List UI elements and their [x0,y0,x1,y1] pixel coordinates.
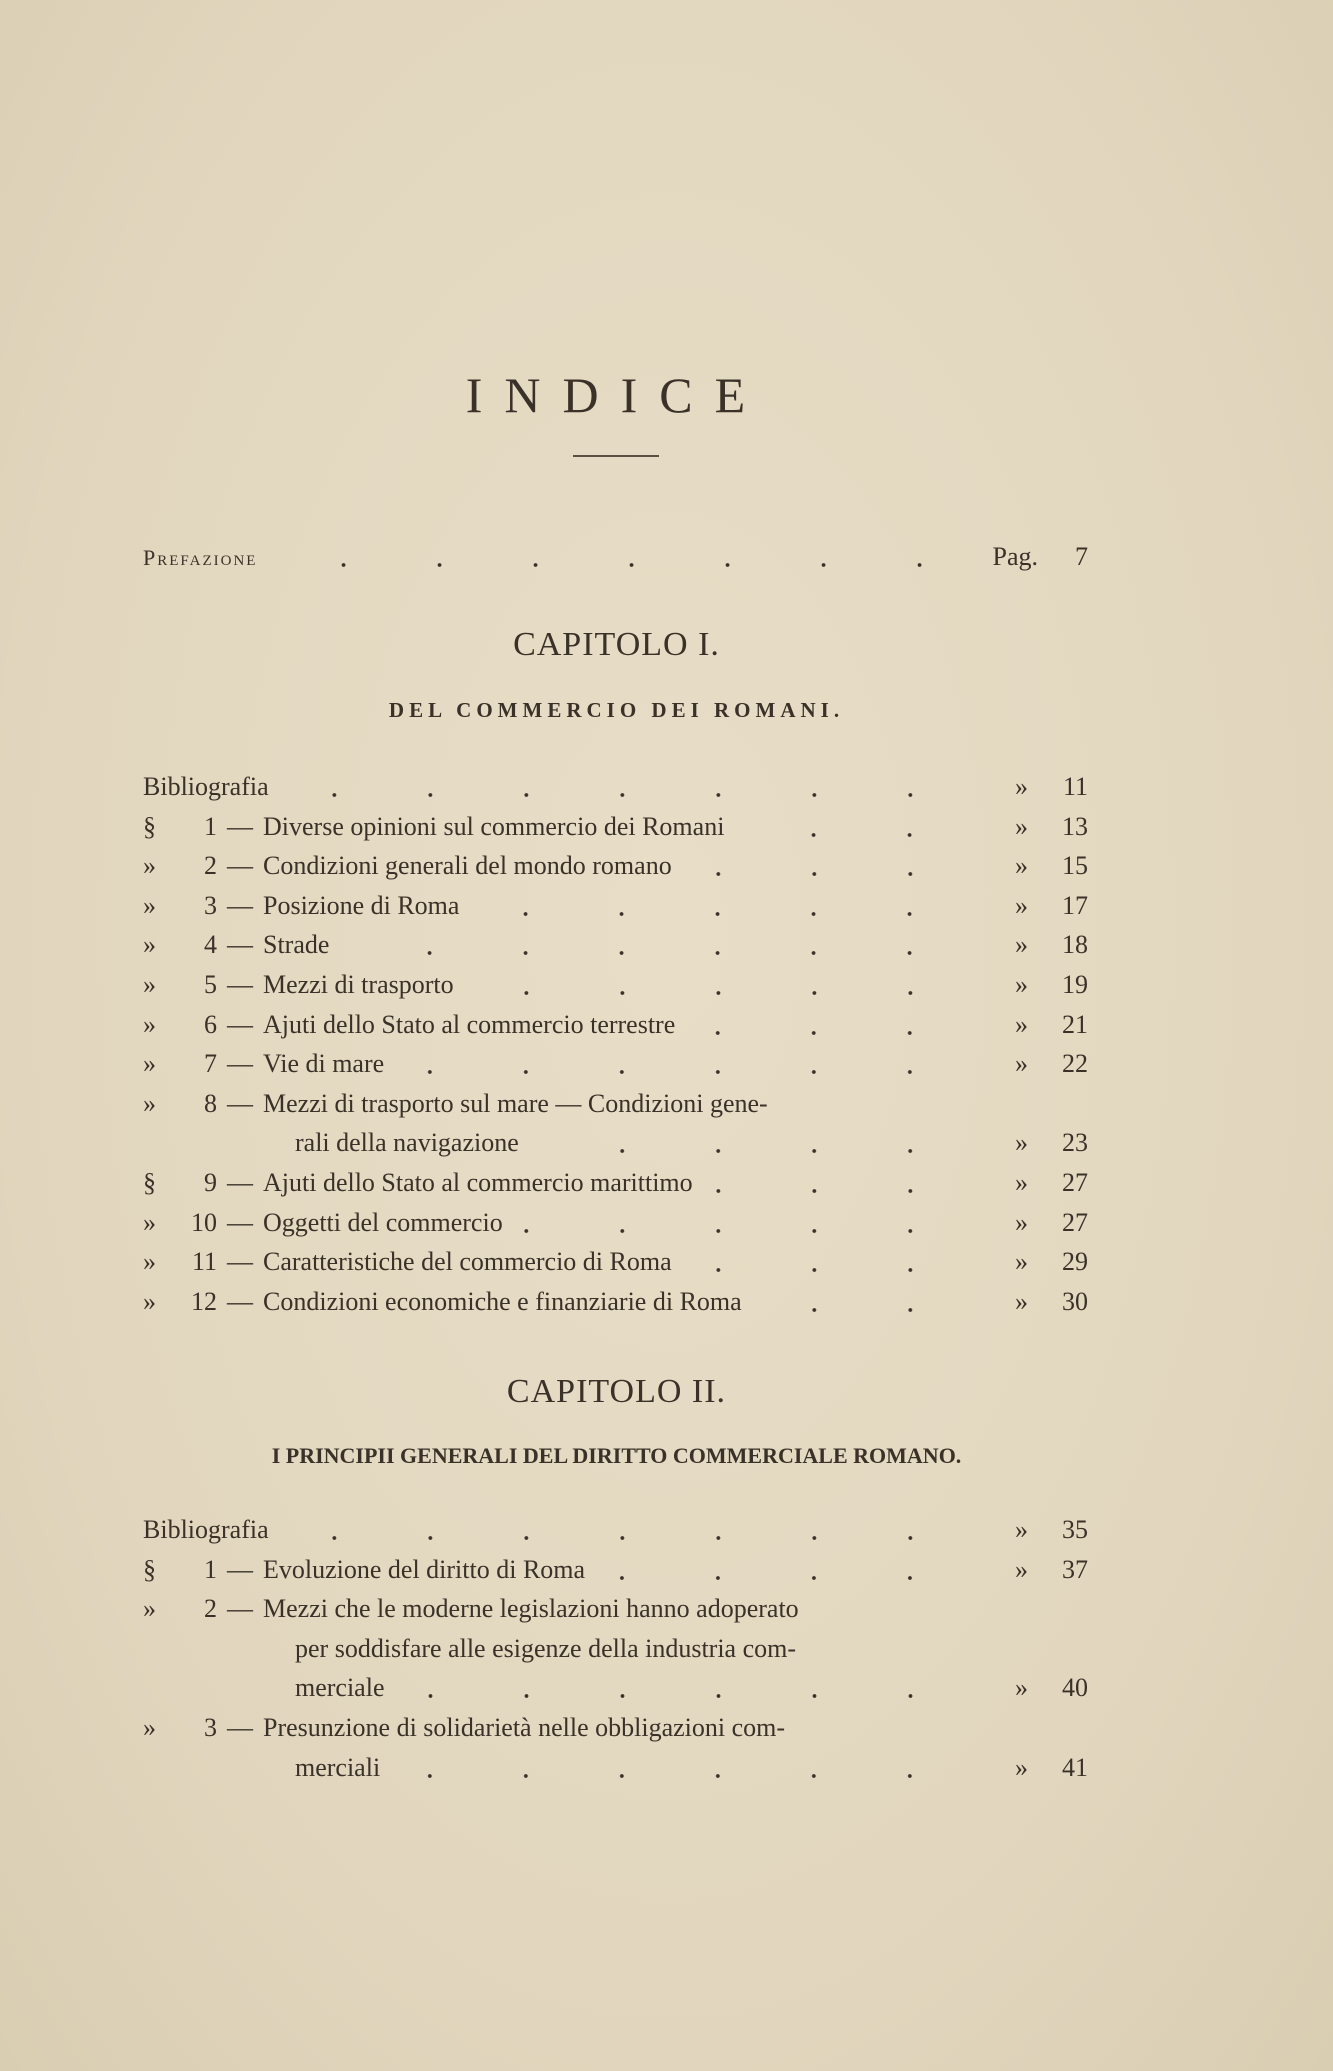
preface-entry [143,542,1088,580]
page-number: 11 [1062,772,1088,801]
toc-entry [143,1753,1088,1791]
chapter-2-subtitle: I PRINCIPII GENERALI DEL DIRITTO COMMERCIALE ROMANO. [271,1443,962,1468]
page-number: 41 [1062,1752,1088,1782]
entry-text: Oggetti del commercio [263,1207,503,1237]
toc-entry [143,1515,1088,1553]
page-mark: » [1015,1009,1028,1039]
entry-mark: § [143,811,156,841]
page-number: 13 [1062,811,1088,841]
toc-entry [143,1713,1088,1751]
entry-text: Ajuti dello Stato al commercio terrestre [263,1009,676,1039]
toc-entry [143,1247,1088,1285]
entry-text: Vie di mare [263,1049,385,1079]
page-mark: » [1015,1168,1028,1197]
entry-mark: » [143,1009,156,1039]
toc-entry [143,1089,1088,1127]
entry-mark: » [143,890,156,920]
dash: — [227,1554,253,1584]
toc-entry [143,1555,1088,1593]
entry-text: Mezzi di trasporto sul mare — Condizioni gene- [263,1088,768,1118]
section-number: 3 [204,1713,217,1742]
dot-leader [468,990,958,996]
toc-entry [143,1634,1088,1672]
entry-text: per soddisfare alle esigenze della industria com- [295,1633,797,1663]
entry-text: Condizioni generali del mondo romano [263,851,672,881]
entry-mark: » [143,851,156,881]
toc-entry [143,772,1088,810]
page-mark: » [1015,851,1028,881]
dot-leader [394,1773,958,1779]
page-mark: » [1015,772,1028,801]
page-number: 18 [1062,930,1088,960]
toc-entry [143,1010,1088,1048]
dot-leader [517,1228,958,1234]
page-number: 19 [1062,970,1088,999]
section-number: 1 [204,1554,217,1584]
dash: — [227,1009,253,1039]
entry-text: merciali [295,1752,381,1782]
dot-leader [399,1693,959,1699]
section-number: 7 [204,1049,217,1079]
entry-text: Bibliografia [143,1515,269,1544]
title-rule [573,455,659,457]
entry-text: Bibliografia [143,772,269,801]
section-number: 11 [191,1247,217,1277]
dot-leader [738,832,958,838]
section-number: 2 [204,851,217,881]
page-number: 30 [1062,1286,1088,1316]
entry-mark: » [143,930,156,960]
chapter-2-heading: CAPITOLO II. [506,1373,727,1410]
entry-text: Mezzi di trasporto [263,970,454,999]
dot-leader [473,911,958,917]
entry-text: Mezzi che le moderne legislazioni hanno adoperato [263,1594,799,1624]
dash: — [227,1247,253,1277]
dash: — [227,1286,253,1316]
entry-text: Strade [263,930,330,960]
toc-entry [143,1594,1088,1632]
page-number: 15 [1062,851,1088,881]
dot-leader [686,1267,958,1273]
page-number: 37 [1062,1554,1088,1584]
page-mark: » [1015,811,1028,841]
dash: — [227,811,253,841]
section-number: 1 [204,811,217,841]
entry-text: Presunzione di solidarietà nelle obbligazioni com- [263,1713,786,1742]
page-mark: » [1015,1752,1028,1782]
page-label: Pag. [992,542,1038,571]
preface-label: Prefazione [143,545,258,570]
page-mark: » [1015,890,1028,920]
dot-leader [533,1148,958,1154]
page-mark: » [1015,1286,1028,1316]
dot-leader [756,1307,958,1313]
section-number: 12 [191,1286,217,1316]
section-number: 8 [204,1088,217,1118]
entry-mark: » [143,970,156,999]
entry-mark: § [143,1168,156,1197]
dot-leader [283,1535,958,1541]
entry-text: Condizioni economiche e finanziarie di Roma [263,1286,742,1316]
page-mark: » [1015,1207,1028,1237]
toc-entry [143,1287,1088,1325]
section-number: 10 [191,1207,217,1237]
dash: — [227,890,253,920]
toc-entry [143,812,1088,850]
entry-mark: » [143,1594,156,1624]
page-number: 7 [1075,542,1088,571]
page-mark: » [1015,1049,1028,1079]
entry-mark: » [143,1713,156,1742]
dash: — [227,1088,253,1118]
page-mark: » [1015,1673,1028,1703]
dot-leader [398,1069,958,1075]
dash: — [227,1049,253,1079]
page-mark: » [1015,1554,1028,1584]
dash: — [227,1713,253,1742]
page-number: 40 [1062,1673,1088,1703]
toc-entry [143,1128,1088,1166]
dash: — [227,930,253,960]
index-title: INDICE [465,367,768,423]
entry-text: merciale [295,1673,385,1703]
section-number: 6 [204,1009,217,1039]
dot-leader [283,792,958,798]
toc-entry [143,1049,1088,1087]
section-number: 9 [204,1168,217,1197]
page-mark: » [1015,970,1028,999]
dot-leader [271,562,968,568]
chapter-1-subtitle: DEL COMMERCIO DEI ROMANI. [388,698,845,722]
entry-mark: » [143,1207,156,1237]
entry-text: rali della navigazione [295,1128,519,1158]
page-number: 27 [1062,1207,1088,1237]
page-mark: » [1015,930,1028,960]
page-number: 17 [1062,890,1088,920]
section-number: 3 [204,890,217,920]
entry-mark: » [143,1049,156,1079]
page-number: 23 [1062,1128,1088,1158]
entry-mark: § [143,1554,156,1584]
toc-entry [143,1673,1088,1711]
entry-text: Diverse opinioni sul commercio dei Romani [263,811,725,841]
page-number: 35 [1062,1515,1088,1544]
entry-text: Evoluzione del diritto di Roma [263,1554,586,1584]
section-number: 5 [204,970,217,999]
dash: — [227,1168,253,1197]
dot-leader [707,1188,958,1194]
chapter-1-heading: CAPITOLO I. [513,626,720,663]
entry-text: Caratteristiche del commercio di Roma [263,1247,672,1277]
toc-entry [143,1208,1088,1246]
dot-leader [689,1030,958,1036]
dash: — [227,851,253,881]
entry-mark: » [143,1286,156,1316]
entry-text: Ajuti dello Stato al commercio marittimo [263,1168,693,1197]
entry-text: Posizione di Roma [263,890,460,920]
dash: — [227,1207,253,1237]
page-number: 27 [1062,1168,1088,1197]
dash: — [227,970,253,999]
page-mark: » [1015,1128,1028,1158]
toc-entry [143,1168,1088,1206]
page-number: 22 [1062,1049,1088,1079]
page-mark: » [1015,1247,1028,1277]
section-number: 2 [204,1594,217,1624]
toc-entry [143,970,1088,1008]
dot-leader [599,1575,958,1581]
toc-entry [143,930,1088,968]
dash: — [227,1594,253,1624]
page-number: 29 [1062,1247,1088,1277]
dot-leader [686,871,958,877]
entry-mark: » [143,1247,156,1277]
toc-entry [143,851,1088,889]
dot-leader [343,950,958,956]
page-number: 21 [1062,1009,1088,1039]
toc-entry [143,891,1088,929]
section-number: 4 [204,930,217,960]
page-mark: » [1015,1515,1028,1544]
entry-mark: » [143,1088,156,1118]
